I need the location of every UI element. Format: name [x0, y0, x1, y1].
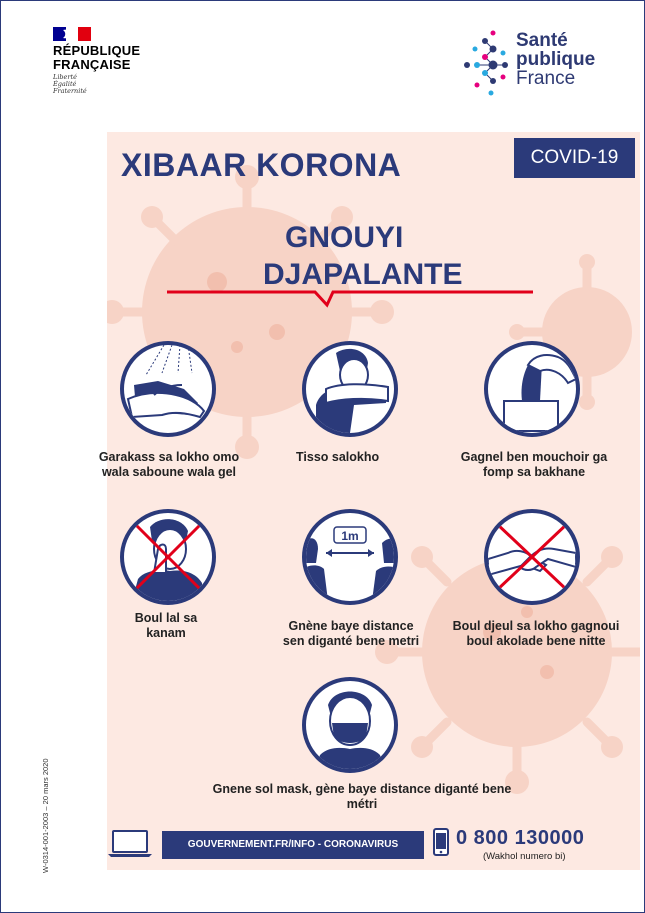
caption-line1: Boul lal sa — [134, 611, 198, 625]
caption-line2: kanam — [146, 626, 186, 640]
caption-line2: wala saboune wala gel — [101, 465, 237, 479]
caption-line2: sen diganté bene metri — [282, 634, 420, 648]
caption-line2: métri — [346, 797, 378, 811]
caption-line1: Gnène baye distance — [288, 619, 414, 633]
caption-no-face-touch — [111, 611, 221, 641]
republic-motto — [53, 74, 87, 95]
caption-line1: Garakass sa lokho omo — [98, 450, 240, 464]
caption-tissue — [449, 450, 619, 480]
caption-line1: Tisso salokho — [296, 450, 380, 464]
caption-elbow-sneeze — [296, 450, 396, 465]
caption-no-handshake — [441, 619, 631, 649]
sante-publique-france-logo — [463, 27, 613, 97]
poster-title: XIBAAR KORONA — [121, 147, 402, 183]
laptop-icon — [107, 830, 153, 858]
distance-label: 1m — [341, 529, 359, 543]
speech-bubble-underline — [165, 279, 535, 309]
motto-liberte: Liberté — [53, 73, 77, 81]
face-mask-icon — [302, 677, 398, 773]
phone-icon — [433, 828, 449, 856]
caption-line2: boul akolade bene nitte — [466, 634, 606, 648]
caption-hand-washing — [87, 450, 251, 480]
document-reference-code: W-0314-001-2003 – 20 mars 2020 — [41, 758, 50, 873]
agency-name-line3: France — [516, 68, 576, 89]
subtitle-line1: GNOUYI — [285, 221, 404, 254]
agency-name-line2: publique — [516, 49, 596, 70]
caption-line1: Gnene sol mask, gène baye distance diganté bene — [212, 782, 512, 796]
covid-badge: COVID-19 — [514, 138, 635, 178]
agency-name-line1: Santé — [516, 30, 568, 51]
gov-name-line1: RÉPUBLIQUE — [53, 43, 141, 58]
molecule-dots-icon — [463, 27, 515, 97]
caption-line2: fomp sa bakhane — [482, 465, 586, 479]
agency-name — [516, 31, 595, 88]
hotline-note: (Wakhol numero bi) — [483, 851, 566, 862]
caption-line1: Gagnel ben mouchoir ga — [460, 450, 608, 464]
caption-face-mask — [197, 782, 527, 812]
motto-egalite: Égalité — [53, 80, 77, 88]
hand-washing-icon — [120, 341, 216, 437]
french-flag-icon — [53, 27, 91, 41]
no-face-touch-icon — [120, 509, 216, 605]
website-link[interactable]: GOUVERNEMENT.FR/INFO - CORONAVIRUS — [162, 831, 424, 859]
hotline-number[interactable]: 0 800 130000 — [456, 827, 585, 849]
tissue-box-icon — [484, 341, 580, 437]
elbow-sneeze-icon — [302, 341, 398, 437]
motto-fraternite: Fraternité — [53, 87, 87, 95]
no-handshake-icon — [484, 509, 580, 605]
government-name — [53, 44, 140, 72]
caption-line1: Boul djeul sa lokho gagnoui — [452, 619, 620, 633]
subtitle-line2: DJAPALANTE — [263, 258, 463, 291]
caption-distance — [271, 619, 431, 649]
distance-1m-icon — [302, 509, 398, 605]
gov-name-line2: FRANÇAISE — [53, 57, 131, 72]
